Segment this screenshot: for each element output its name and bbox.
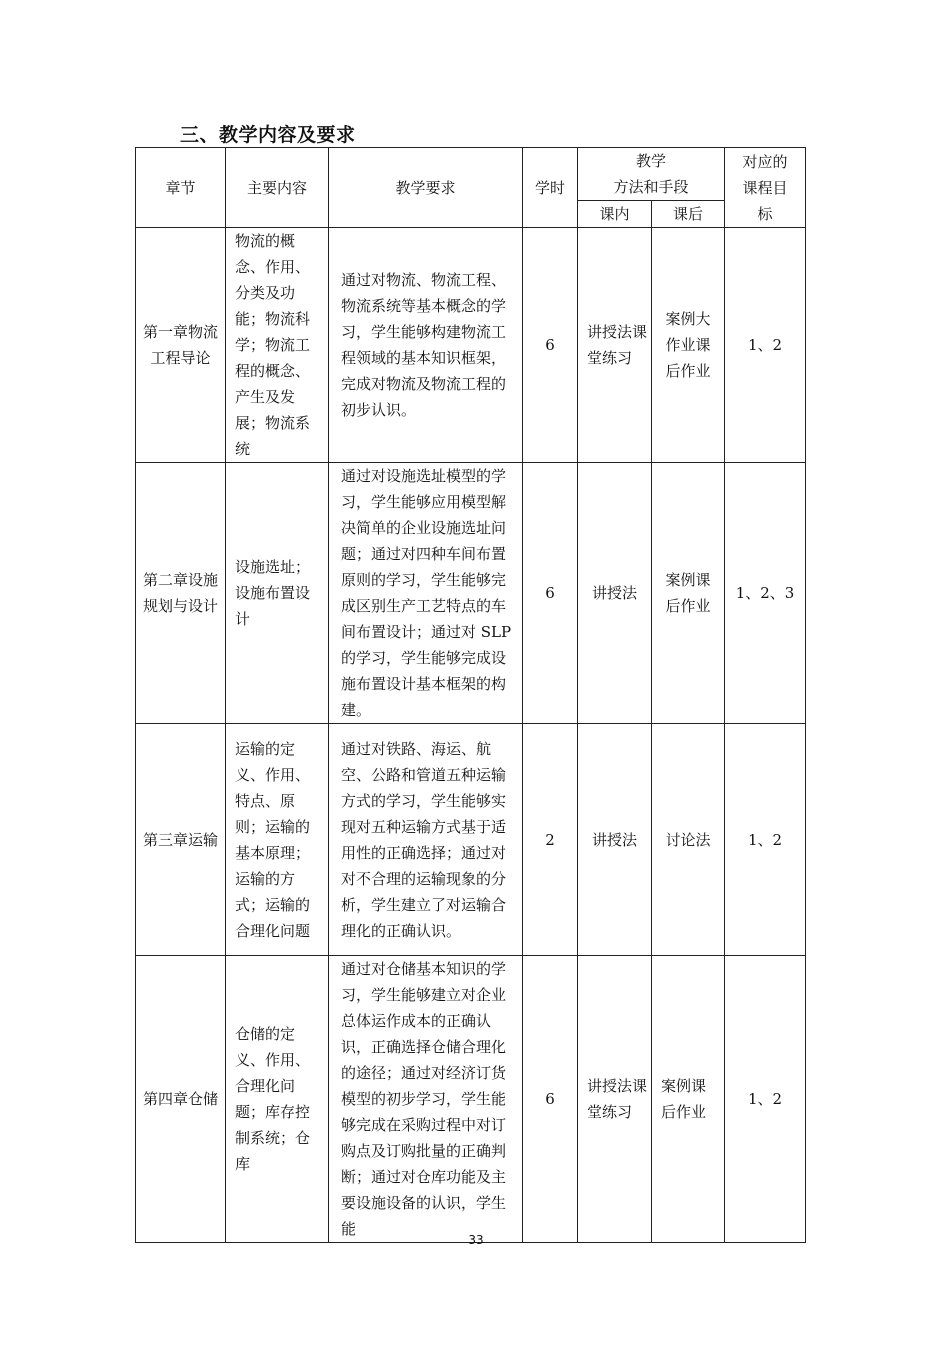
header-in-class: 课内 bbox=[578, 201, 652, 228]
row-objectives: 1、2、3 bbox=[725, 463, 806, 724]
section-title: 三、教学内容及要求 bbox=[180, 124, 356, 146]
header-content: 主要内容 bbox=[226, 148, 329, 228]
row-content: 运输的定义、作用、特点、原则；运输的基本原理；运输的方式；运输的合理化问题 bbox=[226, 724, 329, 956]
row-requirements: 通过对设施选址模型的学习，学生能够应用模型解决简单的企业设施选址问题；通过对四种车间布置原则的学习，学生能够完成区别生产工艺特点的车间布置设计；通过对 SLP 的学习，学生能够完成设施布置设计基本框架的构建。 bbox=[329, 463, 523, 724]
row-objectives: 1、2 bbox=[725, 228, 806, 463]
row-chapter: 第四章仓储 bbox=[136, 956, 226, 1243]
row-in-class: 讲授法 bbox=[578, 463, 652, 724]
row-hours: 6 bbox=[523, 463, 578, 724]
row-content: 设施选址；设施布置设计 bbox=[226, 463, 329, 724]
row-objectives: 1、2 bbox=[725, 956, 806, 1243]
row-content: 仓储的定义、作用、合理化问题；库存控制系统；仓库 bbox=[226, 956, 329, 1243]
header-methods bbox=[578, 148, 725, 201]
table-row bbox=[136, 463, 806, 724]
row-chapter: 第一章物流工程导论 bbox=[136, 228, 226, 463]
row-in-class: 讲授法课堂练习 bbox=[578, 228, 652, 463]
row-chapter: 第三章运输 bbox=[136, 724, 226, 956]
header-row bbox=[136, 148, 806, 201]
row-objectives: 1、2 bbox=[725, 724, 806, 956]
page-number: 33 bbox=[468, 1233, 484, 1247]
header-methods-line2: 方法和手段 bbox=[613, 178, 689, 196]
header-hours: 学时 bbox=[523, 148, 578, 228]
table-row bbox=[136, 228, 806, 463]
teaching-content-table bbox=[135, 147, 806, 1243]
header-methods-line1: 教学 bbox=[636, 152, 667, 170]
row-hours: 2 bbox=[523, 724, 578, 956]
header-after-class: 课后 bbox=[652, 201, 725, 228]
header-objectives: 对应的课程目标 bbox=[725, 148, 806, 228]
row-requirements: 通过对物流、物流工程、物流系统等基本概念的学习，学生能够构建物流工程领域的基本知识框架，完成对物流及物流工程的初步认识。 bbox=[329, 228, 523, 463]
table-row bbox=[136, 956, 806, 1243]
row-after-class: 案例大作业课后作业 bbox=[652, 228, 725, 463]
row-hours: 6 bbox=[523, 228, 578, 463]
row-in-class: 讲授法课堂练习 bbox=[578, 956, 652, 1243]
row-in-class: 讲授法 bbox=[578, 724, 652, 956]
table-row bbox=[136, 724, 806, 956]
row-requirements: 通过对仓储基本知识的学习，学生能够建立对企业总体运作成本的正确认识，正确选择仓储合理化的途径；通过对经济订货模型的初步学习，学生能够完成在采购过程中对订购点及订购批量的正确判断；通过对仓库功能及主要设施设备的认识，学生能 bbox=[329, 956, 523, 1243]
row-content: 物流的概念、作用、分类及功能；物流科学；物流工程的概念、产生及发展；物流系统 bbox=[226, 228, 329, 463]
row-requirements: 通过对铁路、海运、航空、公路和管道五种运输方式的学习，学生能够实现对五种运输方式基于适用性的正确选择；通过对对不合理的运输现象的分析，学生建立了对运输合理化的正确认识。 bbox=[329, 724, 523, 956]
row-after-class: 案例课后作业 bbox=[652, 463, 725, 724]
header-requirements: 教学要求 bbox=[329, 148, 523, 228]
header-chapter: 章节 bbox=[136, 148, 226, 228]
row-after-class: 讨论法 bbox=[652, 724, 725, 956]
row-after-class: 案例课后作业 bbox=[652, 956, 725, 1243]
row-chapter: 第二章设施规划与设计 bbox=[136, 463, 226, 724]
row-hours: 6 bbox=[523, 956, 578, 1243]
